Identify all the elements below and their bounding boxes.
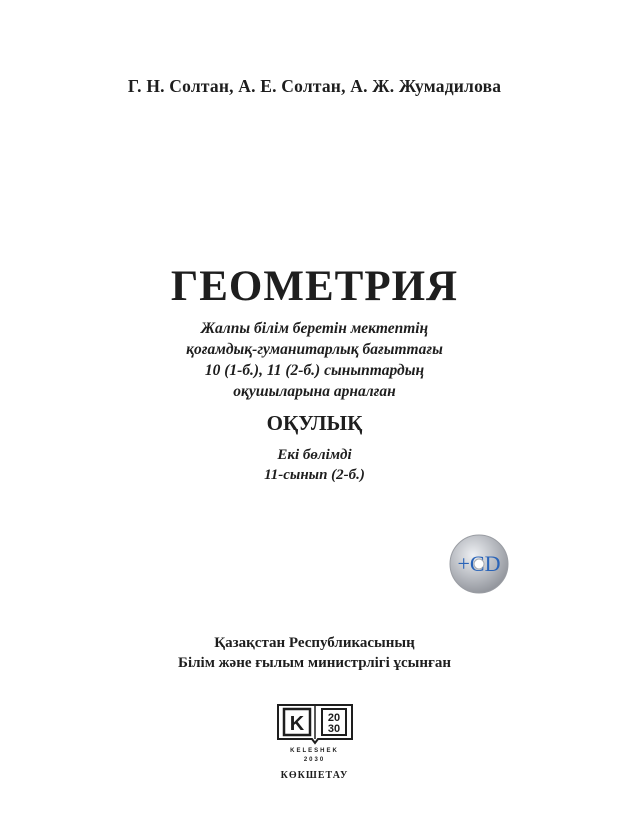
book-title: ГЕОМЕТРИЯ	[170, 263, 459, 310]
publisher-name: KELESHEK	[290, 748, 339, 754]
subtitle-line: Жалпы білім беретін мектептің	[200, 320, 429, 337]
ministry-approval	[0, 633, 629, 673]
subtitle-line: оқушыларына арналған	[233, 383, 396, 400]
cd-badge-label: +CD	[457, 551, 501, 576]
logo-digits-bottom: 30	[327, 723, 341, 735]
logo-letter: K	[289, 713, 305, 735]
cd-badge-icon	[448, 533, 510, 595]
part-line: 11-сынып (2-б.)	[264, 467, 365, 483]
logo-digits-top: 20	[327, 712, 341, 724]
publisher-year: 2030	[303, 757, 326, 763]
part-info	[0, 445, 629, 485]
authors: Г. Н. Солтан, А. Е. Солтан, А. Ж. Жумадилова	[127, 76, 502, 96]
publisher-city: КӨКШЕТАУ	[280, 770, 349, 781]
subtitle-line: қоғамдық-гуманитарлық бағыттағы	[186, 341, 443, 358]
part-line: Екі бөлімді	[277, 447, 352, 463]
book-logo-icon	[272, 701, 358, 745]
ministry-line: Білім және ғылым министрлігі ұсынған	[178, 655, 451, 671]
book-type: ОҚУЛЫҚ	[266, 411, 363, 435]
publisher-logo	[272, 701, 358, 750]
ministry-line: Қазақстан Республикасының	[214, 635, 415, 651]
subtitle-line: 10 (1-б.), 11 (2-б.) сыныптардың	[204, 362, 425, 379]
subtitle	[0, 318, 629, 402]
